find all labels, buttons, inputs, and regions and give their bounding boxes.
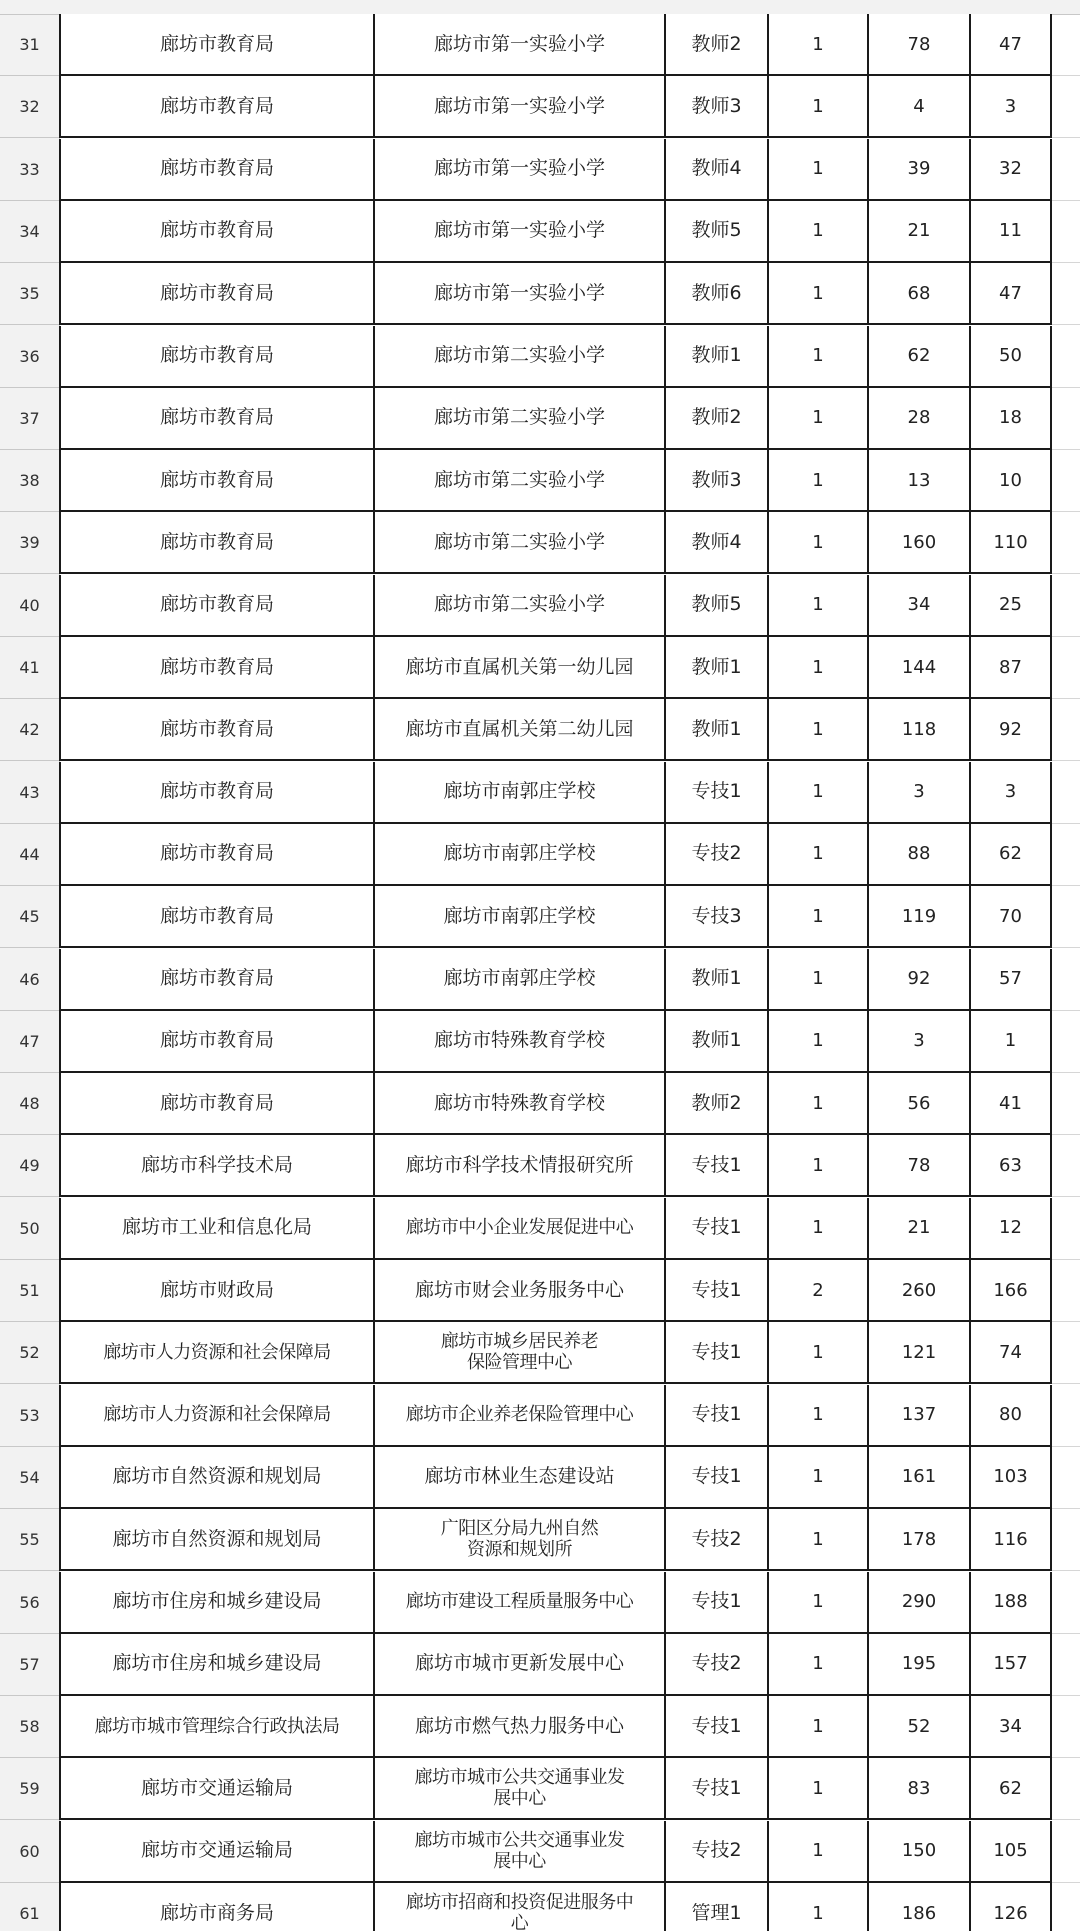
table-row — [0, 1821, 1080, 1883]
empty-cell[interactable] — [1052, 1447, 1080, 1509]
passed-count-cell[interactable]: 50 — [971, 326, 1052, 388]
table-row — [0, 1260, 1080, 1322]
passed-count-cell[interactable]: 18 — [971, 388, 1052, 450]
applied-count-cell[interactable]: 186 — [869, 1883, 971, 1931]
empty-cell[interactable] — [1052, 1011, 1080, 1073]
passed-count-cell[interactable]: 126 — [971, 1883, 1052, 1931]
empty-cell[interactable] — [1052, 1758, 1080, 1820]
applied-count-cell[interactable]: 62 — [869, 326, 971, 388]
unit-cell[interactable]: 廊坊市第一实验小学 — [375, 263, 666, 325]
post-cell[interactable]: 专技1 — [666, 1322, 769, 1384]
table-row — [0, 1447, 1080, 1509]
row-number[interactable]: 33 — [0, 139, 59, 201]
passed-count-cell[interactable]: 80 — [971, 1385, 1052, 1447]
row-number[interactable]: 48 — [0, 1073, 59, 1135]
department-cell[interactable]: 廊坊市人力资源和社会保障局 — [59, 1385, 375, 1447]
post-cell[interactable]: 专技3 — [666, 886, 769, 948]
post-cell[interactable]: 专技1 — [666, 1696, 769, 1758]
post-cell[interactable]: 教师3 — [666, 76, 769, 138]
passed-count-cell[interactable]: 3 — [971, 762, 1052, 824]
row-number[interactable]: 44 — [0, 824, 59, 886]
plan-count-cell[interactable]: 1 — [769, 637, 869, 699]
unit-cell[interactable]: 廊坊市城市公共交通事业发 展中心 — [375, 1758, 666, 1820]
unit-cell[interactable]: 廊坊市财会业务服务中心 — [375, 1260, 666, 1322]
applied-count-cell[interactable]: 83 — [869, 1758, 971, 1820]
post-cell[interactable]: 专技2 — [666, 1821, 769, 1883]
post-cell[interactable]: 教师6 — [666, 263, 769, 325]
passed-count-cell[interactable]: 12 — [971, 1198, 1052, 1260]
passed-count-cell[interactable]: 3 — [971, 76, 1052, 138]
applied-count-cell[interactable]: 3 — [869, 762, 971, 824]
row-number[interactable]: 41 — [0, 637, 59, 699]
passed-count-cell[interactable]: 32 — [971, 139, 1052, 201]
table-row — [0, 949, 1080, 1011]
applied-count-cell[interactable]: 21 — [869, 201, 971, 263]
unit-cell[interactable]: 廊坊市第一实验小学 — [375, 76, 666, 138]
passed-count-cell[interactable]: 62 — [971, 824, 1052, 886]
plan-count-cell[interactable]: 1 — [769, 388, 869, 450]
post-cell[interactable]: 教师1 — [666, 949, 769, 1011]
empty-cell[interactable] — [1052, 139, 1080, 201]
table-row — [0, 637, 1080, 699]
passed-count-cell[interactable]: 188 — [971, 1572, 1052, 1634]
plan-count-cell[interactable]: 1 — [769, 76, 869, 138]
empty-cell[interactable] — [1052, 1572, 1080, 1634]
post-cell[interactable]: 专技2 — [666, 1634, 769, 1696]
post-cell[interactable]: 教师2 — [666, 14, 769, 76]
row-number[interactable]: 35 — [0, 263, 59, 325]
table-row — [0, 1198, 1080, 1260]
post-cell[interactable]: 管理1 — [666, 1883, 769, 1931]
post-cell[interactable]: 教师5 — [666, 201, 769, 263]
post-cell[interactable]: 专技1 — [666, 1198, 769, 1260]
plan-count-cell[interactable]: 1 — [769, 1447, 869, 1509]
empty-cell[interactable] — [1052, 1509, 1080, 1571]
department-cell[interactable]: 廊坊市商务局 — [59, 1883, 375, 1931]
plan-count-cell[interactable]: 1 — [769, 699, 869, 761]
applied-count-cell[interactable]: 160 — [869, 512, 971, 574]
applied-count-cell[interactable]: 34 — [869, 575, 971, 637]
passed-count-cell[interactable]: 70 — [971, 886, 1052, 948]
post-cell[interactable]: 教师1 — [666, 326, 769, 388]
applied-count-cell[interactable]: 290 — [869, 1572, 971, 1634]
passed-count-cell[interactable]: 74 — [971, 1322, 1052, 1384]
unit-cell[interactable]: 廊坊市建设工程质量服务中心 — [375, 1572, 666, 1634]
row-number[interactable]: 36 — [0, 326, 59, 388]
unit-cell[interactable]: 廊坊市中小企业发展促进中心 — [375, 1198, 666, 1260]
empty-cell[interactable] — [1052, 886, 1080, 948]
row-number[interactable]: 45 — [0, 886, 59, 948]
empty-cell[interactable] — [1052, 512, 1080, 574]
unit-cell[interactable]: 廊坊市科学技术情报研究所 — [375, 1135, 666, 1197]
passed-count-cell[interactable]: 25 — [971, 575, 1052, 637]
table-row — [0, 263, 1080, 325]
plan-count-cell[interactable]: 1 — [769, 1821, 869, 1883]
row-number[interactable]: 37 — [0, 388, 59, 450]
plan-count-cell[interactable]: 1 — [769, 1572, 869, 1634]
department-cell[interactable]: 廊坊市交通运输局 — [59, 1821, 375, 1883]
table-row — [0, 326, 1080, 388]
row-number[interactable]: 57 — [0, 1634, 59, 1696]
applied-count-cell[interactable]: 260 — [869, 1260, 971, 1322]
unit-cell[interactable]: 廊坊市燃气热力服务中心 — [375, 1696, 666, 1758]
plan-count-cell[interactable]: 1 — [769, 1509, 869, 1571]
department-cell[interactable]: 廊坊市住房和城乡建设局 — [59, 1634, 375, 1696]
row-number[interactable]: 54 — [0, 1447, 59, 1509]
applied-count-cell[interactable]: 3 — [869, 1011, 971, 1073]
passed-count-cell[interactable]: 57 — [971, 949, 1052, 1011]
empty-cell[interactable] — [1052, 762, 1080, 824]
applied-count-cell[interactable]: 195 — [869, 1634, 971, 1696]
unit-cell[interactable]: 廊坊市第二实验小学 — [375, 512, 666, 574]
department-cell[interactable]: 廊坊市教育局 — [59, 575, 375, 637]
applied-count-cell[interactable]: 21 — [869, 1198, 971, 1260]
table-row — [0, 1385, 1080, 1447]
post-cell[interactable]: 教师4 — [666, 139, 769, 201]
table-row — [0, 1883, 1080, 1931]
applied-count-cell[interactable]: 78 — [869, 1135, 971, 1197]
applied-count-cell[interactable]: 137 — [869, 1385, 971, 1447]
department-cell[interactable]: 廊坊市教育局 — [59, 824, 375, 886]
plan-count-cell[interactable]: 1 — [769, 1135, 869, 1197]
plan-count-cell[interactable]: 1 — [769, 201, 869, 263]
post-cell[interactable]: 专技1 — [666, 1572, 769, 1634]
plan-count-cell[interactable]: 1 — [769, 949, 869, 1011]
unit-cell[interactable]: 廊坊市直属机关第一幼儿园 — [375, 637, 666, 699]
unit-cell[interactable]: 廊坊市第二实验小学 — [375, 575, 666, 637]
row-number[interactable]: 43 — [0, 762, 59, 824]
plan-count-cell[interactable]: 1 — [769, 512, 869, 574]
plan-count-cell[interactable]: 1 — [769, 326, 869, 388]
table-row — [0, 76, 1080, 138]
passed-count-cell[interactable]: 34 — [971, 1696, 1052, 1758]
department-cell[interactable]: 廊坊市教育局 — [59, 1011, 375, 1073]
empty-cell[interactable] — [1052, 388, 1080, 450]
post-cell[interactable]: 教师2 — [666, 388, 769, 450]
table-row — [0, 824, 1080, 886]
post-cell[interactable]: 教师4 — [666, 512, 769, 574]
post-cell[interactable]: 教师1 — [666, 1011, 769, 1073]
plan-count-cell[interactable]: 1 — [769, 1198, 869, 1260]
empty-cell[interactable] — [1052, 1073, 1080, 1135]
row-number[interactable]: 46 — [0, 949, 59, 1011]
empty-cell[interactable] — [1052, 14, 1080, 76]
table-row — [0, 450, 1080, 512]
plan-count-cell[interactable]: 1 — [769, 1696, 869, 1758]
table-row — [0, 1696, 1080, 1758]
applied-count-cell[interactable]: 92 — [869, 949, 971, 1011]
table-row — [0, 14, 1080, 76]
department-cell[interactable]: 廊坊市教育局 — [59, 201, 375, 263]
unit-cell[interactable]: 廊坊市城市更新发展中心 — [375, 1634, 666, 1696]
plan-count-cell[interactable]: 1 — [769, 1322, 869, 1384]
table-row — [0, 699, 1080, 761]
row-number[interactable]: 53 — [0, 1385, 59, 1447]
plan-count-cell[interactable]: 1 — [769, 886, 869, 948]
unit-cell[interactable]: 廊坊市招商和投资促进服务中 心 — [375, 1883, 666, 1931]
table-row — [0, 762, 1080, 824]
table-row — [0, 1634, 1080, 1696]
post-cell[interactable]: 专技1 — [666, 1447, 769, 1509]
applied-count-cell[interactable]: 78 — [869, 14, 971, 76]
plan-count-cell[interactable]: 1 — [769, 762, 869, 824]
row-number[interactable]: 60 — [0, 1821, 59, 1883]
row-number[interactable]: 38 — [0, 450, 59, 512]
unit-cell[interactable]: 廊坊市第一实验小学 — [375, 201, 666, 263]
row-number[interactable]: 51 — [0, 1260, 59, 1322]
unit-cell[interactable]: 廊坊市直属机关第二幼儿园 — [375, 699, 666, 761]
department-cell[interactable]: 廊坊市教育局 — [59, 699, 375, 761]
applied-count-cell[interactable]: 56 — [869, 1073, 971, 1135]
post-cell[interactable]: 教师3 — [666, 450, 769, 512]
table-row — [0, 201, 1080, 263]
unit-cell[interactable]: 廊坊市南郭庄学校 — [375, 824, 666, 886]
post-cell[interactable]: 教师5 — [666, 575, 769, 637]
applied-count-cell[interactable]: 39 — [869, 139, 971, 201]
empty-cell[interactable] — [1052, 326, 1080, 388]
unit-cell[interactable]: 廊坊市第二实验小学 — [375, 450, 666, 512]
empty-cell[interactable] — [1052, 450, 1080, 512]
passed-count-cell[interactable]: 116 — [971, 1509, 1052, 1571]
row-number[interactable]: 52 — [0, 1322, 59, 1384]
row-number[interactable]: 50 — [0, 1198, 59, 1260]
passed-count-cell[interactable]: 166 — [971, 1260, 1052, 1322]
empty-cell[interactable] — [1052, 76, 1080, 138]
passed-count-cell[interactable]: 62 — [971, 1758, 1052, 1820]
department-cell[interactable]: 廊坊市教育局 — [59, 762, 375, 824]
row-number[interactable]: 40 — [0, 575, 59, 637]
post-cell[interactable]: 专技2 — [666, 824, 769, 886]
department-cell[interactable]: 廊坊市教育局 — [59, 14, 375, 76]
plan-count-cell[interactable]: 1 — [769, 1073, 869, 1135]
department-cell[interactable]: 廊坊市财政局 — [59, 1260, 375, 1322]
table-row — [0, 512, 1080, 574]
row-number[interactable]: 56 — [0, 1572, 59, 1634]
unit-cell[interactable]: 广阳区分局九州自然 资源和规划所 — [375, 1509, 666, 1571]
applied-count-cell[interactable]: 28 — [869, 388, 971, 450]
department-cell[interactable]: 廊坊市教育局 — [59, 326, 375, 388]
table-row — [0, 1572, 1080, 1634]
row-number[interactable]: 61 — [0, 1883, 59, 1931]
plan-count-cell[interactable]: 1 — [769, 139, 869, 201]
plan-count-cell[interactable]: 2 — [769, 1260, 869, 1322]
passed-count-cell[interactable]: 11 — [971, 201, 1052, 263]
empty-cell[interactable] — [1052, 824, 1080, 886]
department-cell[interactable]: 廊坊市自然资源和规划局 — [59, 1447, 375, 1509]
empty-cell[interactable] — [1052, 1198, 1080, 1260]
empty-cell[interactable] — [1052, 1883, 1080, 1931]
department-cell[interactable]: 廊坊市教育局 — [59, 949, 375, 1011]
applied-count-cell[interactable]: 68 — [869, 263, 971, 325]
table-row — [0, 1322, 1080, 1384]
row-number[interactable]: 39 — [0, 512, 59, 574]
row-number[interactable]: 31 — [0, 14, 59, 76]
table-row — [0, 1135, 1080, 1197]
applied-count-cell[interactable]: 118 — [869, 699, 971, 761]
unit-cell[interactable]: 廊坊市特殊教育学校 — [375, 1073, 666, 1135]
post-cell[interactable]: 专技2 — [666, 1509, 769, 1571]
table-row — [0, 139, 1080, 201]
department-cell[interactable]: 廊坊市工业和信息化局 — [59, 1198, 375, 1260]
table-row — [0, 1011, 1080, 1073]
department-cell[interactable]: 廊坊市教育局 — [59, 450, 375, 512]
department-cell[interactable]: 廊坊市自然资源和规划局 — [59, 1509, 375, 1571]
empty-cell[interactable] — [1052, 1322, 1080, 1384]
empty-cell[interactable] — [1052, 1260, 1080, 1322]
unit-cell[interactable]: 廊坊市南郭庄学校 — [375, 762, 666, 824]
post-cell[interactable]: 教师2 — [666, 1073, 769, 1135]
applied-count-cell[interactable]: 178 — [869, 1509, 971, 1571]
unit-cell[interactable]: 廊坊市南郭庄学校 — [375, 949, 666, 1011]
empty-cell[interactable] — [1052, 1821, 1080, 1883]
unit-cell[interactable]: 廊坊市第一实验小学 — [375, 14, 666, 76]
empty-cell[interactable] — [1052, 699, 1080, 761]
unit-cell[interactable]: 廊坊市企业养老保险管理中心 — [375, 1385, 666, 1447]
unit-cell[interactable]: 廊坊市城乡居民养老 保险管理中心 — [375, 1322, 666, 1384]
table-row — [0, 575, 1080, 637]
department-cell[interactable]: 廊坊市城市管理综合行政执法局 — [59, 1696, 375, 1758]
passed-count-cell[interactable]: 87 — [971, 637, 1052, 699]
plan-count-cell[interactable]: 1 — [769, 1385, 869, 1447]
plan-count-cell[interactable]: 1 — [769, 1634, 869, 1696]
post-cell[interactable]: 专技1 — [666, 1260, 769, 1322]
post-cell[interactable]: 教师1 — [666, 637, 769, 699]
empty-cell[interactable] — [1052, 637, 1080, 699]
row-number[interactable]: 49 — [0, 1135, 59, 1197]
unit-cell[interactable]: 廊坊市南郭庄学校 — [375, 886, 666, 948]
applied-count-cell[interactable]: 88 — [869, 824, 971, 886]
department-cell[interactable]: 廊坊市科学技术局 — [59, 1135, 375, 1197]
empty-cell[interactable] — [1052, 575, 1080, 637]
row-number[interactable]: 34 — [0, 201, 59, 263]
plan-count-cell[interactable]: 1 — [769, 824, 869, 886]
department-cell[interactable]: 廊坊市教育局 — [59, 637, 375, 699]
applied-count-cell[interactable]: 150 — [869, 1821, 971, 1883]
applied-count-cell[interactable]: 4 — [869, 76, 971, 138]
row-number[interactable]: 58 — [0, 1696, 59, 1758]
department-cell[interactable]: 廊坊市教育局 — [59, 76, 375, 138]
passed-count-cell[interactable]: 1 — [971, 1011, 1052, 1073]
passed-count-cell[interactable]: 105 — [971, 1821, 1052, 1883]
row-number[interactable]: 59 — [0, 1758, 59, 1820]
empty-cell[interactable] — [1052, 263, 1080, 325]
table-row — [0, 388, 1080, 450]
row-number[interactable]: 42 — [0, 699, 59, 761]
header-strip — [0, 0, 1080, 15]
passed-count-cell[interactable]: 92 — [971, 699, 1052, 761]
empty-cell[interactable] — [1052, 1634, 1080, 1696]
table-row — [0, 1758, 1080, 1820]
row-number[interactable]: 32 — [0, 76, 59, 138]
applied-count-cell[interactable]: 52 — [869, 1696, 971, 1758]
plan-count-cell[interactable]: 1 — [769, 450, 869, 512]
table-row — [0, 1509, 1080, 1571]
passed-count-cell[interactable]: 103 — [971, 1447, 1052, 1509]
department-cell[interactable]: 廊坊市教育局 — [59, 886, 375, 948]
row-number[interactable]: 47 — [0, 1011, 59, 1073]
empty-cell[interactable] — [1052, 1135, 1080, 1197]
unit-cell[interactable]: 廊坊市特殊教育学校 — [375, 1011, 666, 1073]
department-cell[interactable]: 廊坊市人力资源和社会保障局 — [59, 1322, 375, 1384]
row-number[interactable]: 55 — [0, 1509, 59, 1571]
department-cell[interactable]: 廊坊市教育局 — [59, 1073, 375, 1135]
post-cell[interactable]: 专技1 — [666, 1758, 769, 1820]
unit-cell[interactable]: 廊坊市第二实验小学 — [375, 388, 666, 450]
plan-count-cell[interactable]: 1 — [769, 263, 869, 325]
unit-cell[interactable]: 廊坊市第一实验小学 — [375, 139, 666, 201]
unit-cell[interactable]: 廊坊市林业生态建设站 — [375, 1447, 666, 1509]
table-row — [0, 886, 1080, 948]
department-cell[interactable]: 廊坊市教育局 — [59, 512, 375, 574]
passed-count-cell[interactable]: 63 — [971, 1135, 1052, 1197]
applied-count-cell[interactable]: 121 — [869, 1322, 971, 1384]
empty-cell[interactable] — [1052, 1696, 1080, 1758]
plan-count-cell[interactable]: 1 — [769, 1883, 869, 1931]
passed-count-cell[interactable]: 110 — [971, 512, 1052, 574]
applied-count-cell[interactable]: 161 — [869, 1447, 971, 1509]
applied-count-cell[interactable]: 144 — [869, 637, 971, 699]
applied-count-cell[interactable]: 119 — [869, 886, 971, 948]
plan-count-cell[interactable]: 1 — [769, 575, 869, 637]
passed-count-cell[interactable]: 47 — [971, 14, 1052, 76]
empty-cell[interactable] — [1052, 201, 1080, 263]
department-cell[interactable]: 廊坊市交通运输局 — [59, 1758, 375, 1820]
passed-count-cell[interactable]: 41 — [971, 1073, 1052, 1135]
post-cell[interactable]: 专技1 — [666, 1385, 769, 1447]
department-cell[interactable]: 廊坊市教育局 — [59, 388, 375, 450]
table-row — [0, 1073, 1080, 1135]
post-cell[interactable]: 专技1 — [666, 762, 769, 824]
empty-cell[interactable] — [1052, 949, 1080, 1011]
empty-cell[interactable] — [1052, 1385, 1080, 1447]
department-cell[interactable]: 廊坊市教育局 — [59, 263, 375, 325]
unit-cell[interactable]: 廊坊市城市公共交通事业发 展中心 — [375, 1821, 666, 1883]
post-cell[interactable]: 教师1 — [666, 699, 769, 761]
unit-cell[interactable]: 廊坊市第二实验小学 — [375, 326, 666, 388]
applied-count-cell[interactable]: 13 — [869, 450, 971, 512]
passed-count-cell[interactable]: 157 — [971, 1634, 1052, 1696]
plan-count-cell[interactable]: 1 — [769, 1011, 869, 1073]
plan-count-cell[interactable]: 1 — [769, 14, 869, 76]
department-cell[interactable]: 廊坊市住房和城乡建设局 — [59, 1572, 375, 1634]
plan-count-cell[interactable]: 1 — [769, 1758, 869, 1820]
department-cell[interactable]: 廊坊市教育局 — [59, 139, 375, 201]
passed-count-cell[interactable]: 10 — [971, 450, 1052, 512]
passed-count-cell[interactable]: 47 — [971, 263, 1052, 325]
post-cell[interactable]: 专技1 — [666, 1135, 769, 1197]
